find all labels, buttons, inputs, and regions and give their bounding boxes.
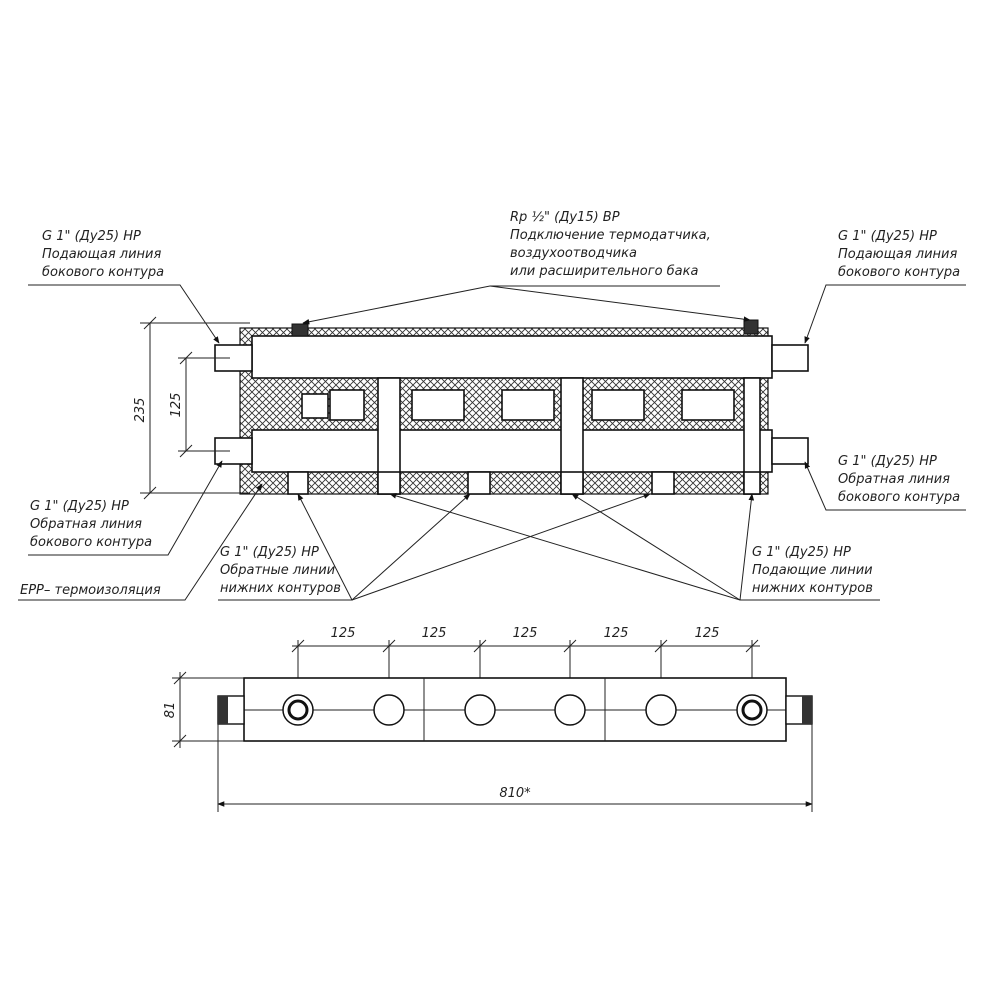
dimension-810: 810* [499,786,531,801]
spacing-3: 125 [512,626,538,641]
right-return-port [772,438,808,464]
dimension-125-vertical: 125 [169,392,184,418]
label-bottom-left: G 1" (Ду25) НР Обратная линия бокового контура [30,499,153,550]
label-center-right: G 1" (Ду25) НР Подающие линии нижних контуров [752,545,873,596]
dimension-235: 235 [133,397,148,423]
supply-tube [252,336,772,378]
right-supply-port [772,345,808,371]
spacing-4: 125 [603,626,629,641]
spacing-5: 125 [694,626,720,641]
top-socket-left [292,324,308,336]
top-socket-right [744,320,758,334]
label-top-left: G 1" (Ду25) НР Подающая линия бокового контура [42,229,165,280]
top-view [163,626,812,812]
label-insulation: EPP– термоизоляция [20,583,161,598]
return-tube [252,430,772,472]
front-view [18,210,966,600]
label-top-right: G 1" (Ду25) НР Подающая линия бокового контура [838,229,961,280]
label-right-mid: G 1" (Ду25) НР Обратная линия бокового контура [838,454,961,505]
spacing-2: 125 [421,626,447,641]
label-top-center: Rp ½" (Ду15) ВР Подключение термодатчика, воздухоотводчика или расширительного бака [510,210,711,279]
label-center-left: G 1" (Ду25) НР Обратные линии нижних контуров [220,545,341,596]
spacing-1: 125 [330,626,356,641]
dimension-81: 81 [163,701,178,719]
